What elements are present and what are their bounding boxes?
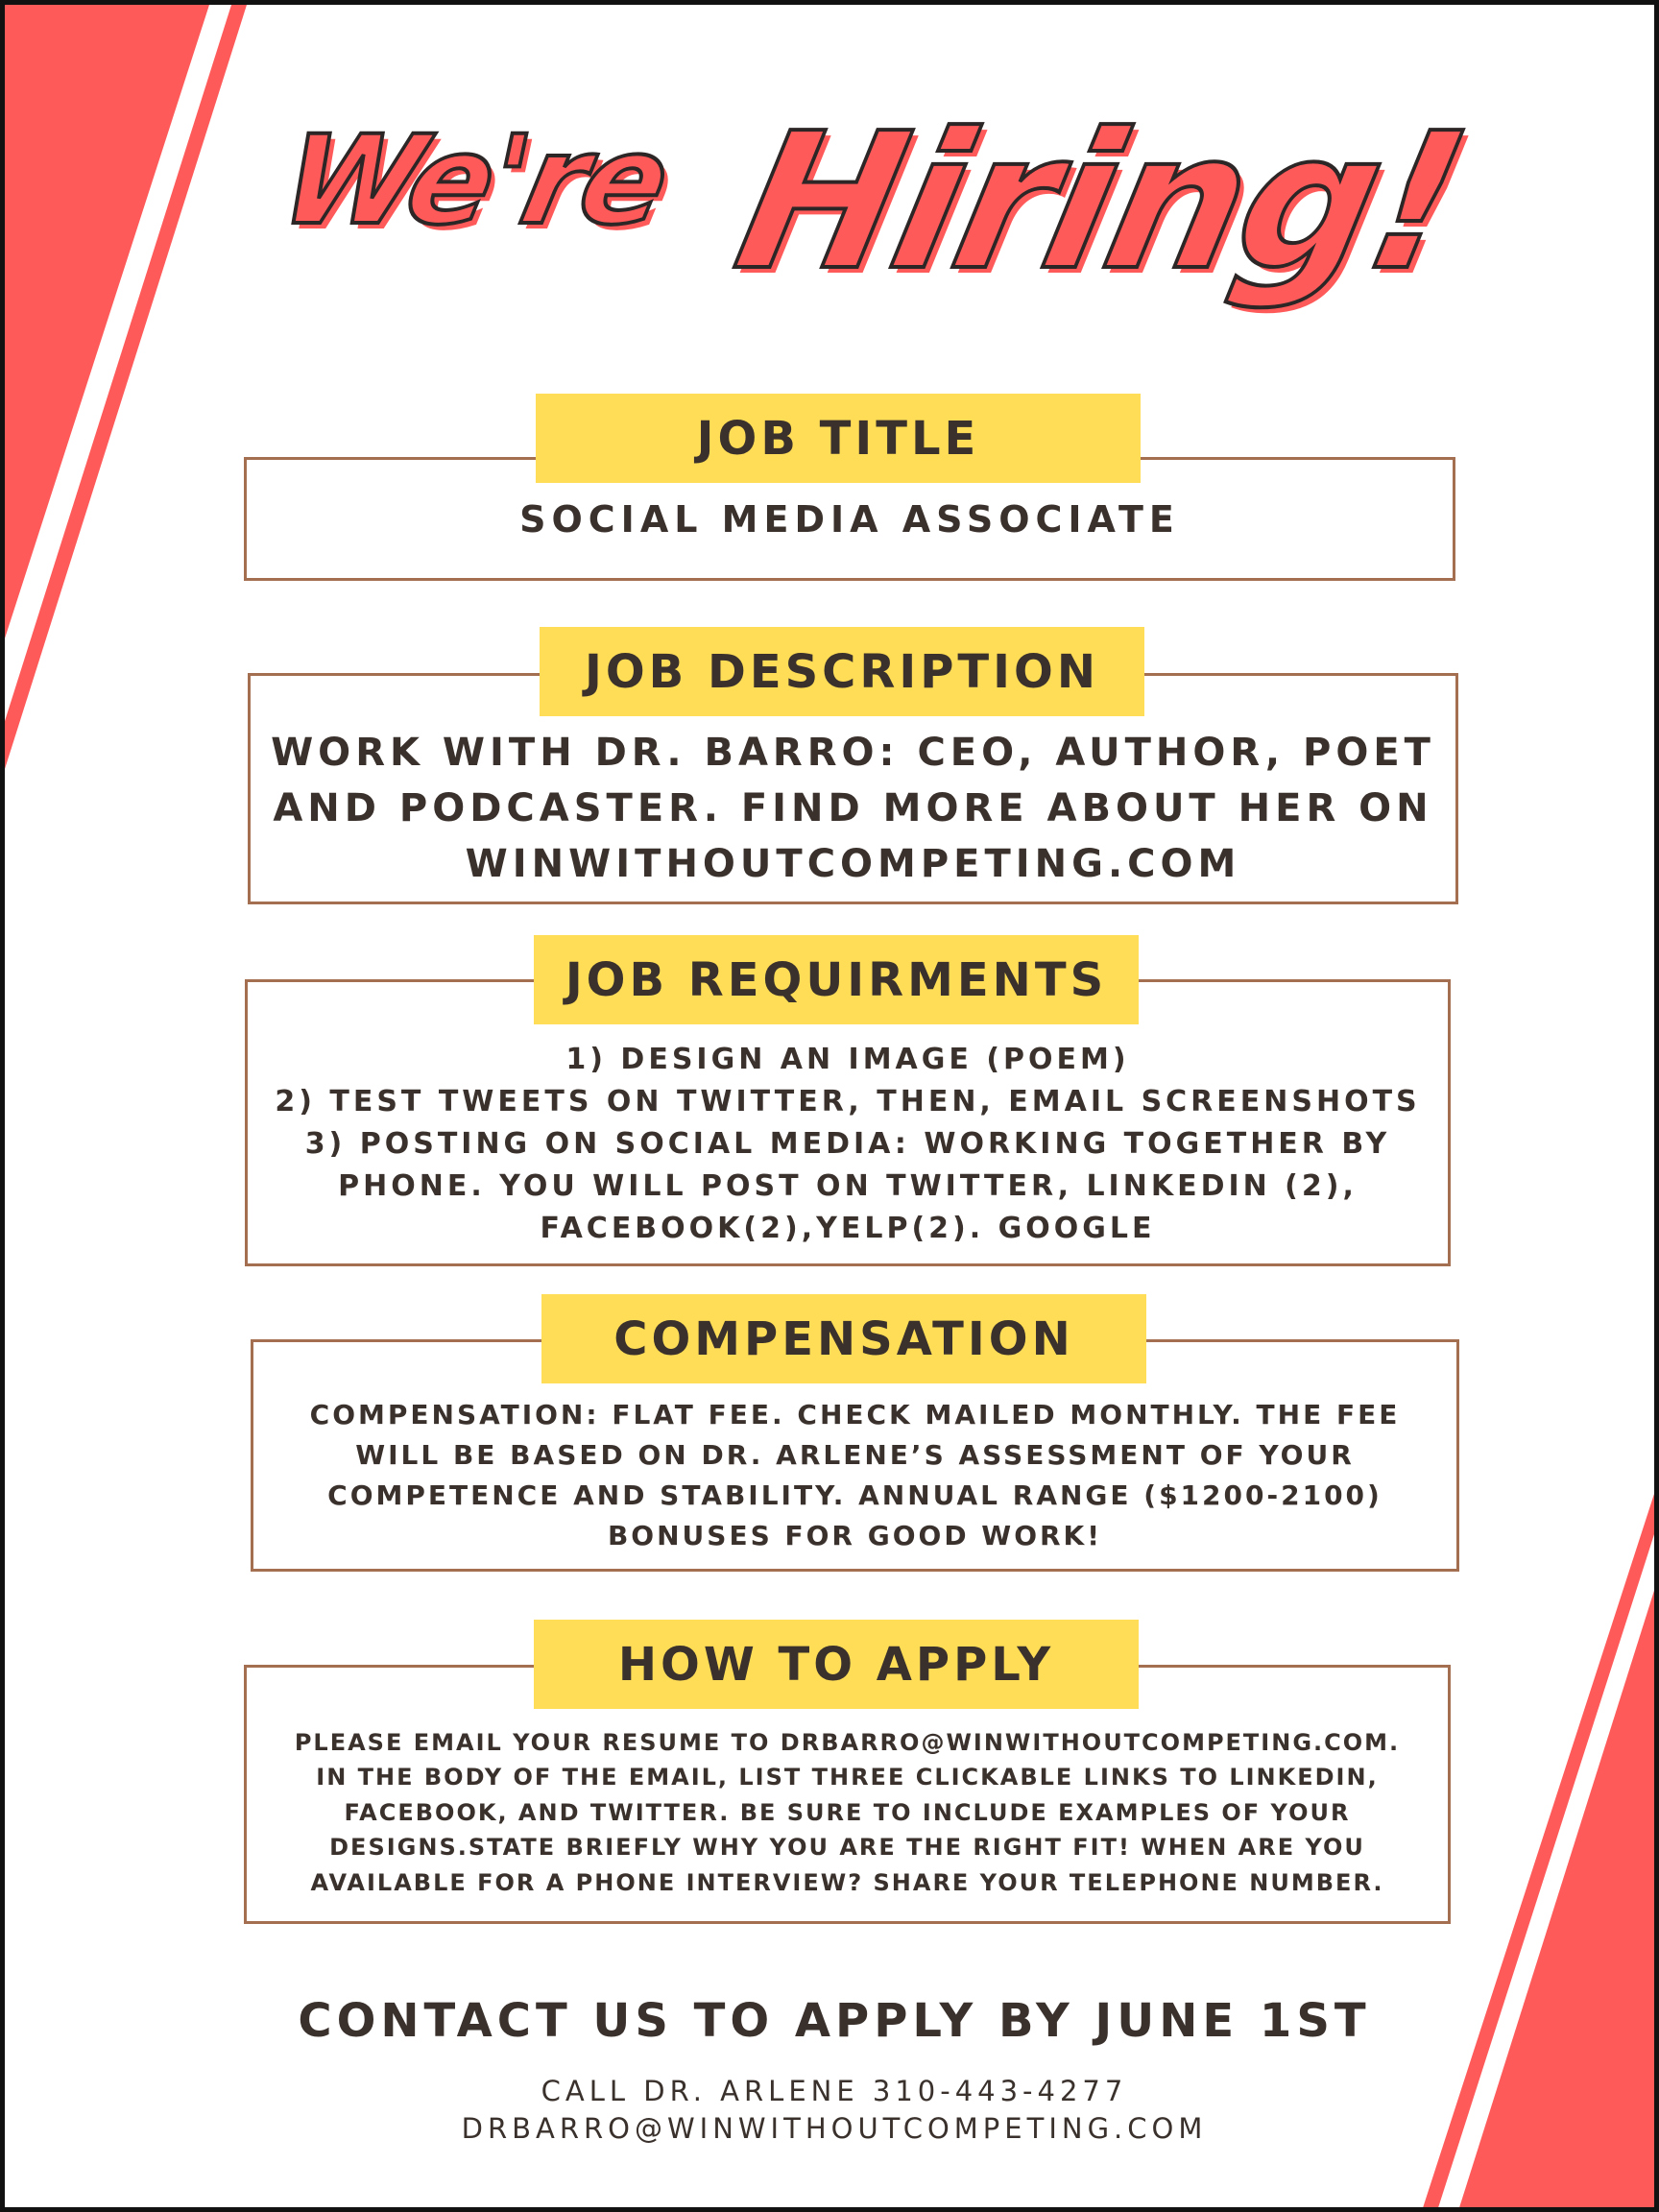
- job-description-line: WINWITHOUTCOMPETING.COM: [465, 841, 1241, 886]
- how-to-apply-line: PLEASE EMAIL YOUR RESUME TO DRBARRO@WINWITHOUTCOMPETING.COM.: [294, 1728, 1401, 1756]
- how-to-apply-line: AVAILABLE FOR A PHONE INTERVIEW? SHARE YOUR TELEPHONE NUMBER.: [310, 1868, 1384, 1896]
- job-description-label: JOB DESCRIPTION: [540, 627, 1144, 716]
- requirement-line: 1) DESIGN AN IMAGE (POEM): [565, 1042, 1130, 1076]
- compensation-line: BONUSES FOR GOOD WORK!: [607, 1520, 1103, 1551]
- contact-headline: CONTACT US TO APPLY BY JUNE 1ST: [298, 1994, 1371, 2048]
- compensation-line: COMPETENCE AND STABILITY. ANNUAL RANGE ($1200-2100): [327, 1479, 1382, 1511]
- requirement-line: 3) POSTING ON SOCIAL MEDIA: WORKING TOGETHER BY: [304, 1126, 1391, 1161]
- compensation-label: COMPENSATION: [541, 1294, 1146, 1383]
- headline-were: We're: [270, 109, 679, 252]
- how-to-apply-line: FACEBOOK, AND TWITTER. BE SURE TO INCLUDE EXAMPLES OF YOUR: [344, 1798, 1351, 1826]
- job-title-label: JOB TITLE: [536, 394, 1141, 483]
- requirement-line: PHONE. YOU WILL POST ON TWITTER, LINKEDIN (2),: [338, 1168, 1358, 1203]
- top-left-red-band: [5, 5, 209, 638]
- how-to-apply-line: DESIGNS.STATE BRIEFLY WHY YOU ARE THE RIGHT FIT! WHEN ARE YOU: [329, 1834, 1365, 1862]
- headline-hiring: Hiring!: [720, 93, 1481, 312]
- contact-email: DRBARRO@WINWITHOUTCOMPETING.COM: [461, 2112, 1208, 2145]
- job-description-line: WORK WITH DR. BARRO: CEO, AUTHOR, POET: [271, 730, 1435, 775]
- compensation-line: COMPENSATION: FLAT FEE. CHECK MAILED MONTHLY. THE FEE: [309, 1399, 1401, 1431]
- compensation-line: WILL BE BASED ON DR. ARLENE’S ASSESSMENT OF YOUR: [355, 1439, 1355, 1471]
- how-to-apply-label: HOW TO APPLY: [534, 1620, 1139, 1709]
- job-title-value: SOCIAL MEDIA ASSOCIATE: [519, 497, 1180, 541]
- requirement-line: FACEBOOK(2),YELP(2). GOOGLE: [540, 1211, 1156, 1245]
- contact-phone: CALL DR. ARLENE 310-443-4277: [541, 2075, 1128, 2107]
- how-to-apply-line: IN THE BODY OF THE EMAIL, LIST THREE CLICKABLE LINKS TO LINKEDIN,: [316, 1764, 1379, 1791]
- job-requirements-label: JOB REQUIRMENTS: [534, 935, 1139, 1024]
- requirement-line: 2) TEST TWEETS ON TWITTER, THEN, EMAIL SCREENSHOTS: [275, 1084, 1421, 1118]
- job-description-line: AND PODCASTER. FIND MORE ABOUT HER ON: [273, 785, 1433, 830]
